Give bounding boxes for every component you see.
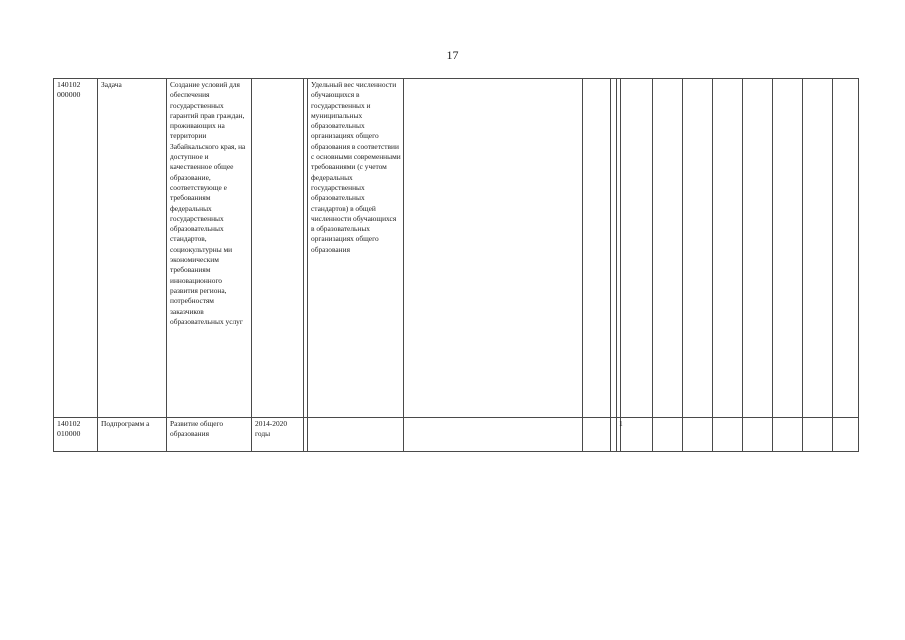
value-cell: 1	[617, 418, 621, 452]
indicator-cell: Удельный вес численности обучающихся в государственных и муниципальных образовательных организациях общего образования в соответствии с основными современными требованиями (с учетом федеральных государственных образовательных стандартов) в общей численности обучающихся в образовательных организациях общего образования	[308, 79, 404, 418]
empty-cell	[833, 79, 859, 418]
empty-cell	[773, 79, 803, 418]
empty-cell	[713, 79, 743, 418]
period-cell: 2014-2020 годы	[252, 418, 304, 452]
empty-cell	[653, 79, 683, 418]
empty-cell	[621, 418, 653, 452]
page-number: 17	[446, 48, 459, 62]
empty-cell	[404, 418, 583, 452]
empty-cell	[653, 418, 683, 452]
indicator-cell	[308, 418, 404, 452]
code-cell: 140102 000000	[54, 79, 98, 418]
name-cell: Создание условий для обеспечения государственных гарантий прав граждан, проживающих на территории Забайкальского края, на доступное и качественное общее образование, соответствующе е требованиям федеральных государственных образовательных стандартов, социокультурны ми экономическим требованиям инновационного развития региона, потребностям заказчиков образовательных услуг	[167, 79, 252, 418]
empty-cell	[713, 418, 743, 452]
empty-cell	[773, 418, 803, 452]
type-cell: Задача	[98, 79, 167, 418]
empty-cell	[621, 79, 653, 418]
empty-cell	[833, 418, 859, 452]
empty-cell	[743, 418, 773, 452]
empty-cell	[683, 418, 713, 452]
table-row	[54, 418, 859, 452]
program-table	[53, 78, 859, 452]
empty-cell	[803, 418, 833, 452]
type-cell: Подпрограмм а	[98, 418, 167, 452]
code-cell: 140102 010000	[54, 418, 98, 452]
empty-cell	[683, 79, 713, 418]
empty-cell	[743, 79, 773, 418]
name-cell: Развитие общего образования	[167, 418, 252, 452]
empty-cell	[803, 79, 833, 418]
empty-cell	[583, 79, 611, 418]
empty-cell	[404, 79, 583, 418]
empty-cell	[583, 418, 611, 452]
table-row	[54, 79, 859, 418]
period-cell	[252, 79, 304, 418]
